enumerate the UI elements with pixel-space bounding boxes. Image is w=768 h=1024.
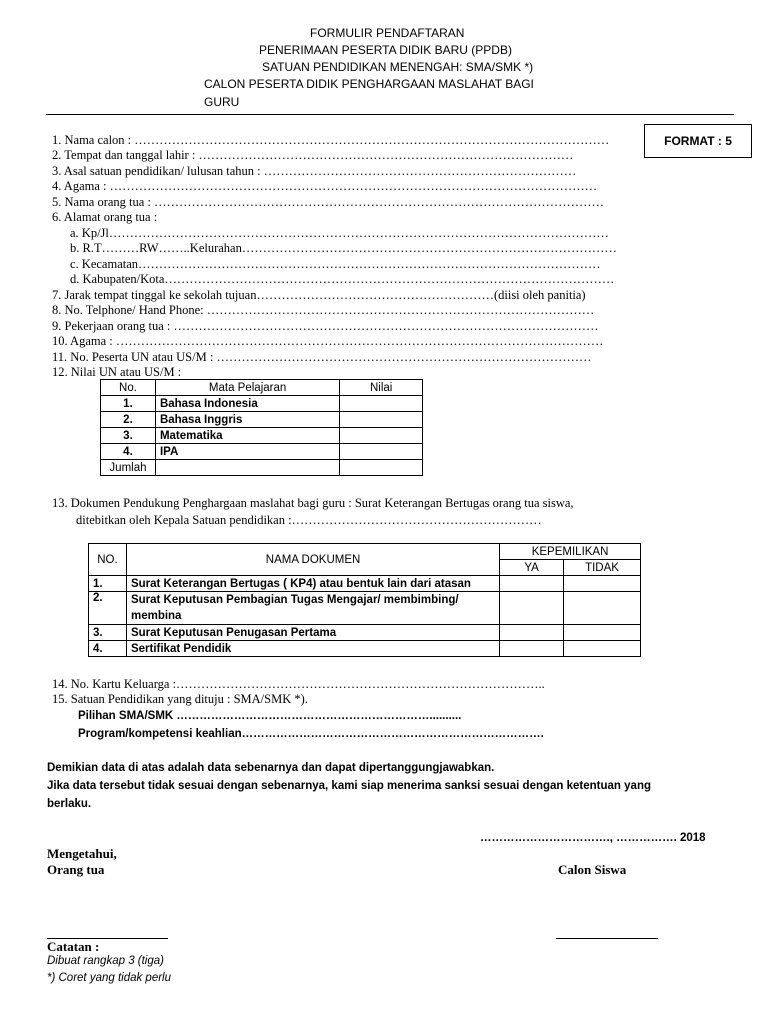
docs-row-tidak[interactable] <box>564 625 641 641</box>
grades-row-score[interactable] <box>340 412 423 428</box>
docs-header-no: NO. <box>89 544 127 576</box>
docs-row-ya[interactable] <box>500 576 564 592</box>
field-tempat-tanggal-lahir: 2. Tempat dan tanggal lahir : ……………………………………………………………………………… <box>52 148 574 162</box>
grades-row-subject: Matematika <box>155 428 339 444</box>
note-rangkap: Dibuat rangkap 3 (tiga) <box>47 955 164 967</box>
docs-row-name: Surat Keterangan Bertugas ( KP4) atau bentuk lain dari atasan <box>126 576 499 592</box>
docs-row-name-line-1: Surat Keputusan Pembagian Tugas Mengajar/ membimbing/ <box>130 594 459 606</box>
header-line-5: GURU <box>204 95 240 109</box>
statement-line-2: Jika data tersebut tidak sesuai dengan sebenarnya, kami siap menerima sanksi sesuai dengan ketentuan yang <box>47 780 651 792</box>
field-nama-orang-tua: 5. Nama orang tua : ……………………………………………………………………………………………… <box>52 195 605 209</box>
header-divider <box>46 114 734 115</box>
grades-total-label: Jumlah <box>101 460 156 476</box>
item-13-line-1: 13. Dokumen Pendukung Penghargaan maslahat bagi guru : Surat Keterangan Bertugas orang tua siswa, <box>52 496 574 510</box>
docs-row-ya[interactable] <box>500 641 564 657</box>
program-kompetensi: Program/kompetensi keahlian……………………………………………………………………. <box>78 728 544 740</box>
grades-row-score[interactable] <box>340 396 423 412</box>
table-row <box>89 592 641 625</box>
field-kp-jl: a. Kp/Jl………………………………………………………………………………………………………… <box>70 226 609 240</box>
grades-total-empty <box>155 460 339 476</box>
grades-row-no: 3. <box>101 428 156 444</box>
docs-row-tidak[interactable] <box>564 641 641 657</box>
grades-header-no: No. <box>101 380 156 396</box>
date-line: ……………………………., ……………. 2018 <box>480 832 706 844</box>
field-alamat-orang-tua: 6. Alamat orang tua : <box>52 210 158 224</box>
field-kecamatan: c. Kecamatan………………………………………………………………………………………………… <box>70 257 601 271</box>
note-coret: *) Coret yang tidak perlu <box>47 972 172 984</box>
docs-row-no: 3. <box>89 625 127 641</box>
grades-row-subject: IPA <box>155 444 339 460</box>
calon-siswa-label: Calon Siswa <box>558 862 627 877</box>
docs-header-tidak: TIDAK <box>564 560 641 576</box>
docs-row-name <box>126 592 499 625</box>
grades-total-score[interactable] <box>340 460 423 476</box>
table-row <box>89 625 641 641</box>
field-telphone: 8. No. Telphone/ Hand Phone: ………………………………………………………………………………… <box>52 303 595 317</box>
docs-row-no: 1. <box>89 576 127 592</box>
header-line-1: FORMULIR PENDAFTARAN <box>310 26 465 40</box>
docs-row-ya[interactable] <box>500 592 564 625</box>
field-no-peserta-un: 11. No. Peserta UN atau US/M : ……………………………………………………………………………… <box>52 350 592 364</box>
table-row <box>101 412 423 428</box>
item-14-kartu-keluarga: 14. No. Kartu Keluarga :…………………………………………………………………………….. <box>52 677 545 691</box>
docs-header-ya: YA <box>500 560 564 576</box>
grades-row-subject: Bahasa Inggris <box>155 412 339 428</box>
grades-row-no: 1. <box>101 396 156 412</box>
catatan-label: Catatan : <box>47 939 100 954</box>
field-kabupaten-kota: d. Kabupaten/Kota……………………………………………………………………………………………… <box>70 272 615 286</box>
grades-row-no: 2. <box>101 412 156 428</box>
grades-row-no: 4. <box>101 444 156 460</box>
docs-header-row <box>89 544 641 560</box>
format-box <box>644 124 752 158</box>
table-row <box>89 576 641 592</box>
grades-total-row <box>101 460 423 476</box>
orang-tua-label: Orang tua <box>47 862 105 877</box>
table-row <box>101 428 423 444</box>
docs-header-ownership: KEPEMILIKAN <box>500 544 641 560</box>
header-line-4: CALON PESERTA DIDIK PENGHARGAAN MASLAHAT BAGI <box>204 77 534 91</box>
item-13-line-2: ditebitkan oleh Kepala Satuan pendidikan :…………………………………………………… <box>76 513 542 527</box>
grades-row-score[interactable] <box>340 444 423 460</box>
format-label: FORMAT : 5 <box>664 134 732 148</box>
documents-table <box>88 543 641 657</box>
grades-table <box>100 379 423 476</box>
field-nama-calon: 1. Nama calon : …………………………………………………………………………………………………… <box>52 133 610 147</box>
field-nilai-un: 12. Nilai UN atau US/M : <box>52 365 182 379</box>
docs-row-tidak[interactable] <box>564 576 641 592</box>
grades-header-subject: Mata Pelajaran <box>155 380 339 396</box>
field-pekerjaan-orang-tua: 9. Pekerjaan orang tua : ………………………………………………………………………………………… <box>52 319 599 333</box>
statement-line-1: Demikian data di atas adalah data sebenarnya dan dapat dipertanggungjawabkan. <box>47 762 495 774</box>
field-asal-satuan: 3. Asal satuan pendidikan/ lulusan tahun : ………………………………………………………………… <box>52 164 577 178</box>
docs-row-no: 4. <box>89 641 127 657</box>
statement-line-3: berlaku. <box>47 798 92 810</box>
item-15-satuan-pendidikan: 15. Satuan Pendidikan yang dituju : SMA/SMK *). <box>52 692 308 706</box>
grades-row-subject: Bahasa Indonesia <box>155 396 339 412</box>
field-agama-orang-tua: 10. Agama : ……………………………………………………………………………………………………… <box>52 334 604 348</box>
docs-header-name: NAMA DOKUMEN <box>126 544 499 576</box>
docs-row-name: Sertifikat Pendidik <box>126 641 499 657</box>
student-signature-line[interactable] <box>556 938 658 939</box>
docs-row-name-line-2: membina <box>130 610 182 622</box>
docs-row-tidak[interactable] <box>564 592 641 625</box>
docs-row-no: 2. <box>89 592 127 625</box>
table-row <box>89 641 641 657</box>
field-agama: 4. Agama : ……………………………………………………………………………………………………… <box>52 179 598 193</box>
header-line-3: SATUAN PENDIDIKAN MENENGAH: SMA/SMK *) <box>262 60 534 74</box>
table-row <box>101 396 423 412</box>
pilihan-sma-smk: Pilihan SMA/SMK ………………………………………………………….......... <box>78 710 462 722</box>
grades-header-score: Nilai <box>340 380 423 396</box>
grades-header-row <box>101 380 423 396</box>
docs-row-ya[interactable] <box>500 625 564 641</box>
field-jarak-tempat-tinggal: 7. Jarak tempat tinggal ke sekolah tujuan…………………………………………………(diisi oleh panitia) <box>52 288 586 302</box>
header-line-2: PENERIMAAN PESERTA DIDIK BARU (PPDB) <box>259 43 512 57</box>
grades-row-score[interactable] <box>340 428 423 444</box>
table-row <box>101 444 423 460</box>
mengetahui-label: Mengetahui, <box>47 846 117 861</box>
docs-row-name: Surat Keputusan Penugasan Pertama <box>126 625 499 641</box>
field-rt-rw-kelurahan: b. R.T………RW……..Kelurahan……………………………………………………………………………… <box>70 241 617 255</box>
